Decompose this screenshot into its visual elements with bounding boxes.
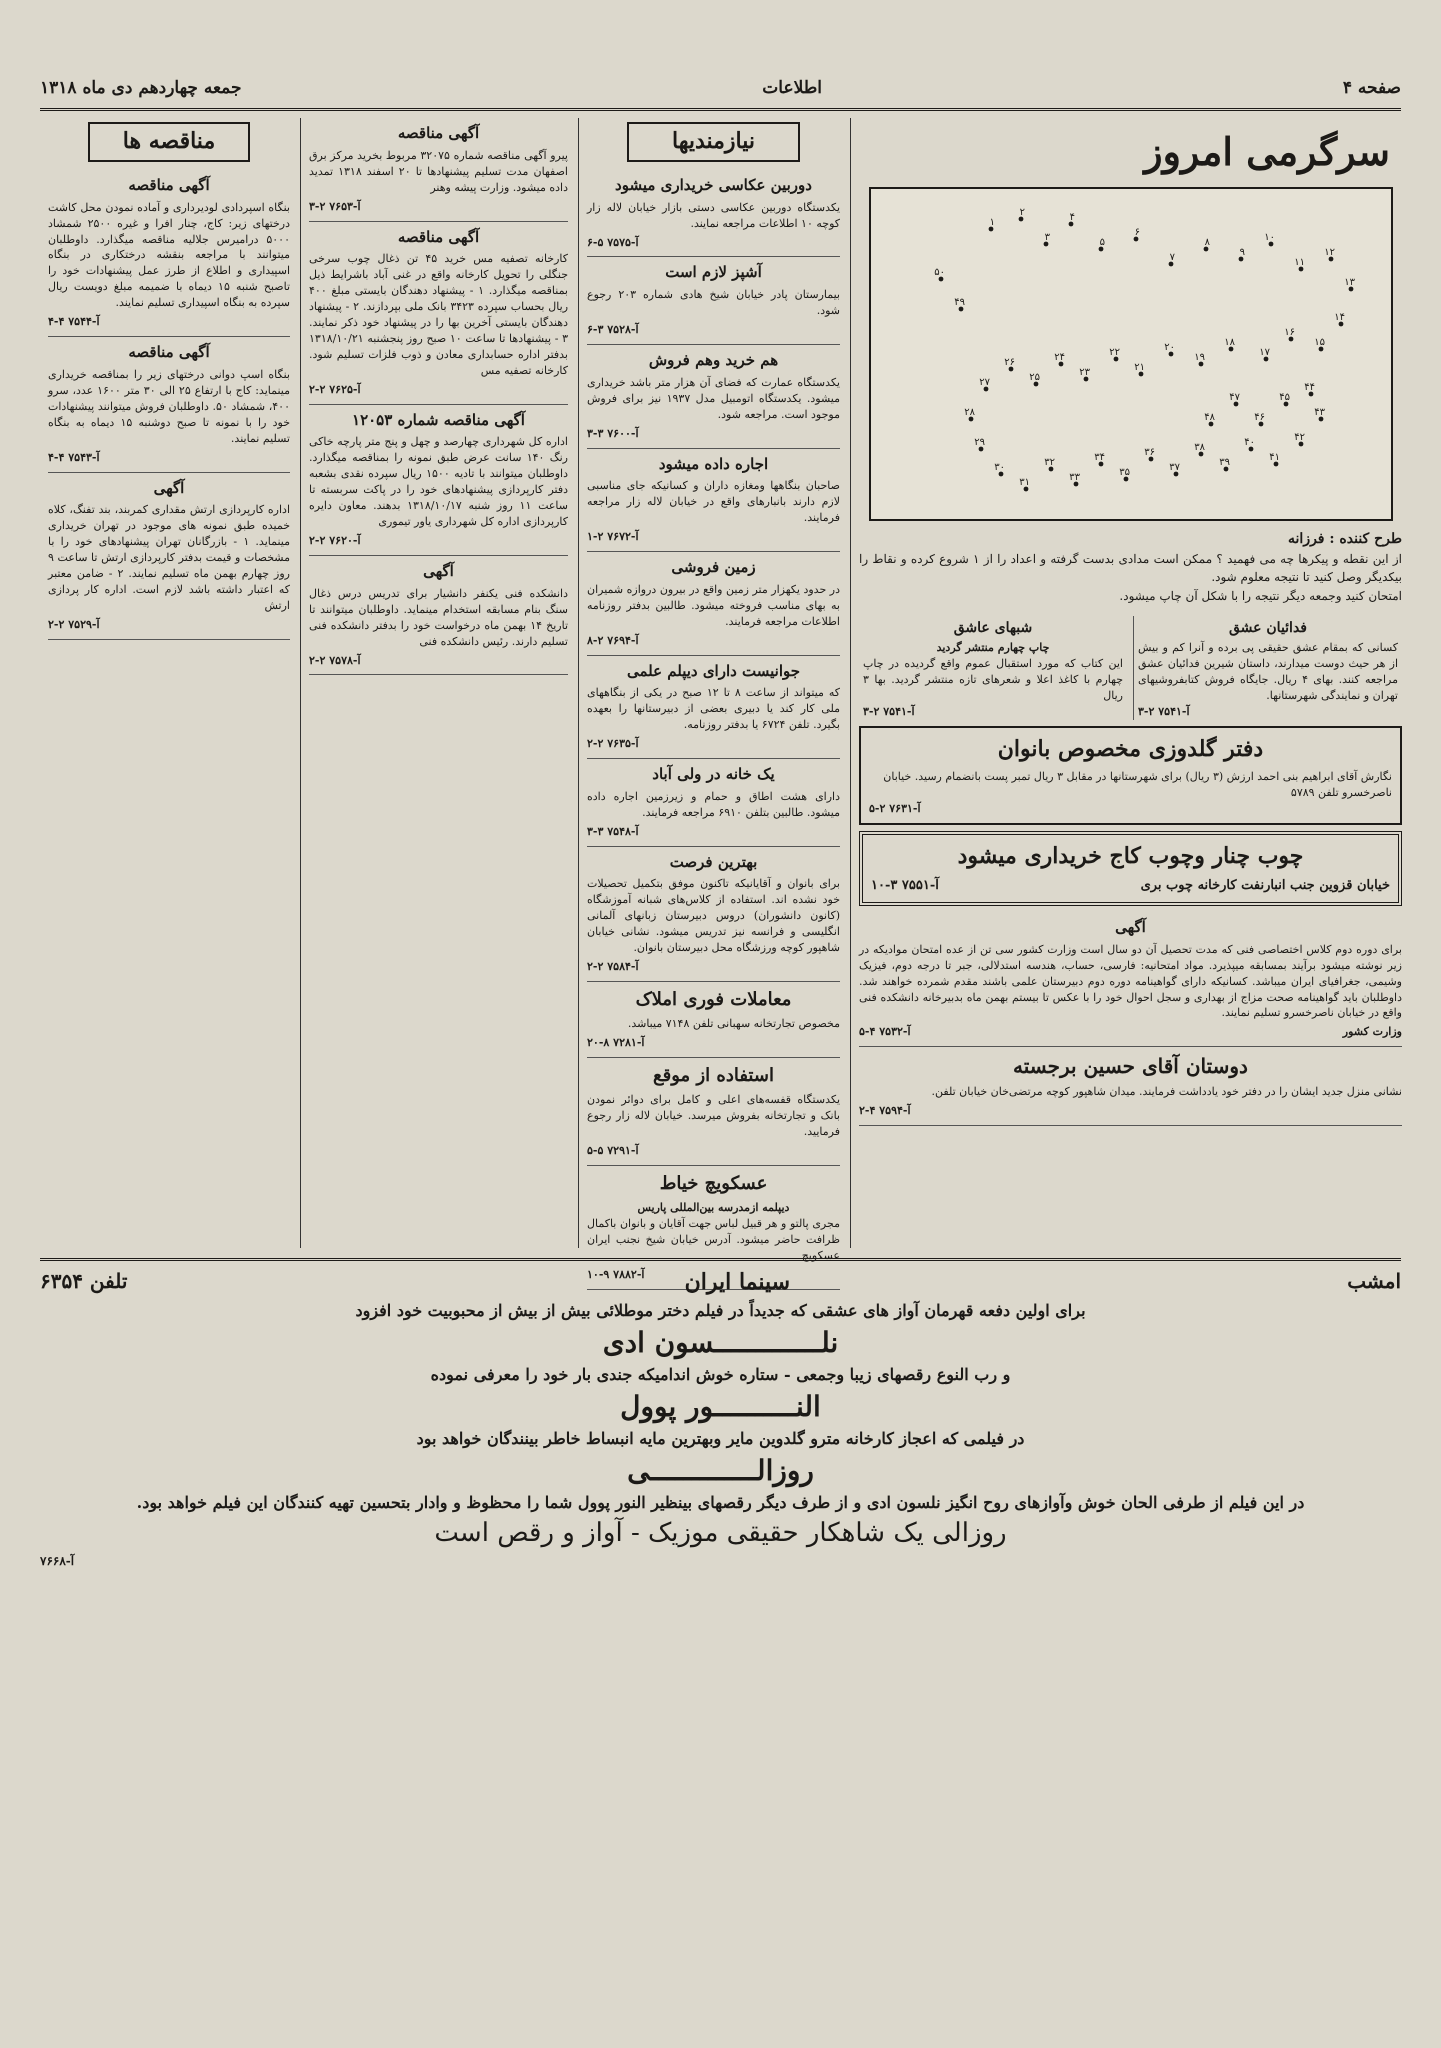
cinema-phone: تلفن ۶۳۵۴ — [40, 1269, 128, 1293]
cinema-tonight: امشب — [1347, 1269, 1401, 1293]
classified-ad — [587, 170, 840, 258]
cinema-star-1: نلـــــــــــــسون ادی — [602, 1326, 839, 1359]
classified-ad-title: هم خرید وهم فروش — [648, 351, 779, 370]
classified-ad-title: زمین فروشی — [671, 558, 756, 577]
classified-ad — [587, 449, 840, 553]
employment-ref: آ-۷۲۹۱ ۵-۵ — [587, 1143, 639, 1157]
tenders-column-1 — [40, 118, 298, 1248]
classified-ad-text: بیمارستان پادر خیابان شیخ هادی شماره ۲۰۳ رجوع شود. — [587, 288, 840, 318]
puzzle-dot-number: ۱۳ — [1343, 277, 1355, 289]
cinema-line-2: و رب النوع رقصهای زیبا وجمعی - ستاره خوش اندامیکه جندی بار خود را معرفی نموده — [430, 1365, 1011, 1384]
tender-ad-text: اداره کل شهرداری چهارصد و چهل و پنج متر پارچه خاکی رنگ ۱۴۰ سانت عرض طبق نمونه را بمناقصه میگذارد. داوطلبان میتوانند با تادیه ۱۵۰۰ ریال سپرده نقدی بشعبه دفتر کارپردازی پیشنهادهای خود را در پاکت سربسته تا ساعت ۱۱ روز شنبه ۱۳۱۸/۱۰/۱۷ بدهند. معاون دایره کارپردازی اداره کل شهرداری یاور تیموری — [309, 435, 568, 529]
tender-ad-text: اداره کارپردازی ارتش مقداری کمربند، بند تفنگ، کلاه خمیده طبق نمونه های موجود در تهران خریداری مینماید. ۱ - بازرگانان تهران پیشنهادهای خود را با مشخصات و قیمت بدفتر کارپردازی ارتش تا ساعت ۹ روز چهارم بهمن ماه تسلیم نمایند. ۲ - ضامن معتبر که اعتبار داشته باشد لازم است. اداره کار پردازی ارتش — [48, 503, 291, 612]
tenders-column-2 — [300, 118, 576, 1248]
classified-ad-text: یکدستگاه عمارت که فضای آن هزار متر باشد خریداری میشود. یکدستگاه اتومبیل مدل ۱۹۳۷ نیز برای فروش موجود است. مراجعه شود. — [587, 375, 840, 421]
puzzle-title: سرگرمی امروز — [1144, 129, 1390, 174]
puzzle-dot-number: ۲۰ — [1163, 342, 1175, 354]
puzzle-dot-number: ۱۲ — [1323, 247, 1335, 259]
embroidery-ref: آ-۷۶۳۱ ۲-۵ — [869, 802, 921, 816]
fadaian-ref: آ-۷۵۴۱ ۲-۳ — [1138, 704, 1190, 718]
cinema-star-2: النــــــــــور پوول — [620, 1390, 821, 1423]
classified-ad-text: دارای هشت اطاق و حمام و زیرزمین اجاره داده میشود. طالبین بتلفن ۶۹۱۰ مراجعه فرمایند. — [587, 789, 840, 819]
tender-ad-ref: آ-۷۶۲۰ ۲-۲ — [309, 534, 361, 548]
puzzle-dot-number: ۳۶ — [1143, 447, 1155, 459]
puzzle-dot-number: ۴۷ — [1228, 392, 1240, 404]
puzzle-dot-number: ۴۵ — [1278, 392, 1290, 404]
friends-ref: آ-۷۵۹۴ ۴-۲ — [859, 1104, 911, 1118]
embroidery-title: دفتر گلدوزی مخصوص بانوان — [997, 735, 1264, 762]
classified-ad-ref: آ-۷۵۷۵ ۵-۶ — [587, 235, 639, 249]
friends-title: دوستان آقای حسین برجسته — [1013, 1054, 1248, 1079]
shabha-ref: آ-۷۵۴۱ ۲-۳ — [863, 704, 915, 718]
school-notice-text: برای دوره دوم کلاس اختصاصی فنی که مدت تحصیل آن دو سال است وزارت کشور سی تن از عده امتحان موادیکه در زیر نوشته میشود برآیند بمسابقه میپذیرد. مواد امتحانیه: فارسی، حساب، هندسه استدلالی، جبر تا درجه دوم، فیزیک وشیمی، جغرافیای ایران میباشد. کسانیکه دارای گواهینامه دوره دوم دبیرستان علمی باشند مقدم شمرده خواهند شد. داوطلبان باید گواهینامه صحت مزاج از بهداری و سجل احوال خود را با عکس تا بیستم بهمن ماه بدبیرخانه دانشکده فنی واقع در خیابان ناصرخسرو تسلیم نمایند. — [859, 942, 1402, 1020]
puzzle-dot-number: ۲۲ — [1108, 347, 1120, 359]
classified-ad — [587, 552, 840, 656]
shabha-ad — [859, 616, 1127, 720]
puzzle-dot-number: ۲۷ — [978, 377, 990, 389]
classified-ad-ref: آ-۷۶۳۵ ۲-۲ — [587, 737, 639, 751]
puzzle-dot-number: ۲۱ — [1133, 362, 1145, 374]
puzzle-dot-number: ۱۸ — [1223, 337, 1235, 349]
classified-ad-text: یکدستگاه دوربین عکاسی دستی بازار خیابان لاله زار کوچه ۱۰ اطلاعات مراجعه نمایند. — [587, 200, 840, 230]
classified-ad-ref: آ-۷۶۹۴ ۲-۸ — [587, 633, 639, 647]
puzzle-dot-number: ۴۲ — [1293, 432, 1305, 444]
puzzle-dot-number: ۴۴ — [1303, 382, 1315, 394]
tailor-ref: آ-۷۸۸۲ ۹-۱۰ — [587, 1267, 645, 1281]
wood-ad — [859, 831, 1402, 906]
school-notice-signature: وزارت کشور — [1342, 1025, 1402, 1039]
puzzle-dot-number: ۱۹ — [1193, 352, 1205, 364]
friends-ad — [859, 1047, 1402, 1126]
puzzle-dot-number: ۲۸ — [963, 407, 975, 419]
classified-ad — [587, 257, 840, 345]
classified-ad-title: بهترین فرصت — [669, 852, 758, 871]
shabha-sub: چاپ چهارم منتشر گردید — [936, 640, 1050, 654]
puzzle-dot-number: ۲۹ — [973, 437, 985, 449]
embroidery-text: نگارش آقای ابراهیم بنی احمد ارزش (۳ ریال) برای شهرستانها در مقابل ۳ ریال تمبر پست بانضمام رسید. خیابان ناصرخسرو تلفن ۵۷۸۹ — [883, 770, 1392, 800]
puzzle-dot-number: ۸ — [1204, 237, 1210, 249]
embroidery-ad — [859, 726, 1402, 826]
puzzle-dot-number: ۳۲ — [1043, 457, 1055, 469]
tender-ad-text: کارخانه تصفیه مس خرید ۴۵ تن ذغال چوب سرخی جنگلی را تحویل کارخانه واقع در غنی آباد باشرایط ذیل بمناقصه میگذارد. ۱ - پیشنهاد دهندگان بایستی مبلغ ۴۰۰ ریال بحساب سپرده ۳۴۲۳ بانک ملی بپردازند. ۲ - پیشنهاد دهندگان بایستی آخرین بها را در پیشنهاد خود ذکر نمایند. ۳ - پیشنهادها تا ساعت ۱۰ صبح روز پنجشنبه ۱۳۱۸/۱۰/۲۱ بدفتر اداره حسابداری معادن و ذوب فلزات تسلیم شود. کارخانه تصفیه مس — [309, 252, 568, 377]
classifieds-column — [578, 118, 848, 1281]
puzzle-dot-number: ۵ — [1099, 237, 1105, 249]
tender-ad-ref: آ-۷۵۲۹ ۲-۲ — [48, 617, 100, 631]
shabha-title: شبهای عاشق — [953, 619, 1033, 636]
cinema-line-4: در این فیلم از طرفی الحان خوش وآوازهای روح انگیز نلسون ادی و از طرف دیگر رقصهای بینظیر النور پوول شما را محظوظ و وادار بتحسین تهیه کنندگان این فیلم خواهد بود. — [136, 1493, 1305, 1512]
puzzle-dot-number: ۴۸ — [1203, 412, 1215, 424]
realestate-text: مخصوص تجارتخانه سهبانی تلفن ۷۱۴۸ میباشد. — [627, 1017, 840, 1031]
classified-ad — [587, 759, 840, 847]
tender-ad — [48, 473, 290, 640]
tender-ad-title: آگهی مناقصه — [397, 227, 480, 246]
puzzle-dot-number: ۳۹ — [1218, 457, 1230, 469]
tender-ad-title: آگهی — [153, 478, 185, 497]
puzzle-dot-number: ۹ — [1239, 247, 1245, 259]
shabha-text: این کتاب که مورد استقبال عموم واقع گردیده در چاپ چهارم با کاغذ اعلا و شعرهای تازه منتشر گردید. بها ۳ ریال — [863, 656, 1123, 702]
school-notice-title: آگهی — [1115, 917, 1146, 936]
cinema-ad — [40, 1258, 1401, 2018]
tender-ad-ref: آ-۷۵۴۳ ۴-۴ — [48, 450, 100, 464]
cinema-name: سینما ایران — [684, 1269, 791, 1295]
puzzle-dot-number: ۲۳ — [1078, 367, 1090, 379]
puzzle-dot-number: ۲۶ — [1003, 357, 1015, 369]
wood-address: خیابان قزوین جنب انبارنفت کارخانه چوب بری — [1140, 878, 1390, 894]
fadaian-text: کسانی که بمقام عشق حقیقی پی برده و آنرا کم و بیش از هر حیث دوست میدارند، داستان شیرین فدائیان عشق مراجعه کنند. بهای ۴ ریال. جایگاه فروش کتابفروشیهای تهران و نمایندگی شهرستانها. — [1138, 640, 1398, 702]
puzzle-dot-number: ۵۰ — [933, 267, 945, 279]
realestate-ref: آ-۷۲۸۱ ۸-۲۰ — [587, 1035, 645, 1049]
employment-title: استفاده از موقع — [653, 1064, 774, 1086]
school-notice — [859, 912, 1402, 1047]
puzzle-dot-number: ۶ — [1134, 227, 1140, 239]
tender-ad-ref: آ-۷۶۲۵ ۲-۲ — [309, 382, 361, 396]
tender-ad-title: آگهی مناقصه شماره ۱۲۰۵۳ — [352, 410, 525, 429]
puzzle-dot-number: ۱۴ — [1333, 312, 1345, 324]
paper-name: اطلاعات — [762, 78, 823, 98]
dot-puzzle-figure — [871, 189, 1391, 519]
puzzle-dot-number: ۱۵ — [1313, 337, 1325, 349]
puzzle-dot-number: ۴۳ — [1313, 407, 1325, 419]
classified-ad-ref: آ-۷۵۲۸ ۳-۶ — [587, 323, 639, 337]
classified-ad-text: صاحبان بنگاهها ومغازه داران و کسانیکه جای مناسبی لازم دارند بانبارهای واقع در خیابان لاله زار مراجعه فرمایند. — [587, 479, 840, 525]
classified-ad-ref: آ-۷۶۰۰ ۳-۳ — [587, 426, 639, 440]
fadaian-title: فدائیان عشق — [1229, 619, 1307, 636]
classified-ad-text: که میتواند از ساعت ۸ تا ۱۲ صبح در یکی از بنگاههای ملی کار کند یا دبیری بعضی از دبیرستانها را بعهده بگیرد. تلفن ۶۷۲۴ یا بدفتر روزنامه. — [587, 686, 840, 732]
tender-ad — [48, 170, 290, 337]
puzzle-dot-number: ۷ — [1169, 252, 1175, 264]
puzzle-dot-number: ۴۹ — [953, 297, 965, 309]
tender-ad — [309, 556, 568, 675]
tender-ad — [309, 405, 568, 556]
classified-ad-text: برای بانوان و آقایانیکه تاکنون موفق بتکمیل تحصیلات خود نشده اند. استفاده از کلاس‌های شبانه آموزشگاه (کانون دانشوران) دروس دبیرستان زبانهای آلمانی انگلیسی و فرانسه نیز تدریس میشود. نشانی خیابان شاهپور کوچه ورزشگاه محل دبیرستان بانوان. — [587, 877, 840, 955]
tender-ad-text: بنگاه اسپ دوانی درختهای زیر را بمناقصه خریداری مینماید: کاج با ارتفاع ۲۵ الی ۳۰ متر ۱۶۰۰ عدد، سرو ۴۰۰، شمشاد ۵۰. داوطلبان فروش میتوانند پیشنهادات خود را با نمونه تا صبح دوشنبه ۱۵ دیماه به بنگاه تسلیم نمایند. — [48, 367, 290, 445]
puzzle-dot-number: ۳۴ — [1093, 452, 1105, 464]
tender-ad-text: دانشکده فنی یکنفر دانشیار برای تدریس درس ذغال سنگ بنام مسابقه استخدام مینماید. داوطلبان میتوانند تا تاریخ ۱۴ بهمن ماه درخواست خود را بدفتر دانشکده فنی تسلیم دارند. رئیس دانشکده فنی — [309, 586, 569, 648]
dot-puzzle — [869, 187, 1393, 521]
puzzle-dot-number: ۳۵ — [1118, 467, 1130, 479]
cinema-slogan: روزالی یک شاهکار حقیقی موزیک - آواز و رقص است — [434, 1518, 1007, 1548]
classified-ad-title: یک خانه در ولی آباد — [652, 765, 775, 784]
classified-ad — [587, 656, 840, 760]
classified-ad-ref: آ-۷۵۸۴ ۲-۲ — [587, 960, 639, 974]
fadaian-ad — [1133, 616, 1402, 720]
tender-ad-title: آگهی مناقصه — [397, 124, 480, 142]
puzzle-dot-number: ۳۰ — [993, 462, 1005, 474]
classifieds-title: نیازمندیها — [627, 122, 800, 162]
puzzle-dot-number: ۳۸ — [1193, 442, 1205, 454]
tender-ad — [48, 337, 290, 472]
puzzle-text-2: امتحان کنید وجمعه دیگر نتیجه را با شکل آن چاپ میشود. — [1119, 589, 1402, 604]
cinema-line-3: در فیلمی که اعجاز کارخانه مترو گلدوین مایر وبهترین مایه انبساط خاطر بینندگان خواهد بود — [416, 1429, 1025, 1448]
puzzle-dot-number: ۴۱ — [1268, 452, 1280, 464]
tender-ad — [309, 222, 568, 405]
cinema-line-1: برای اولین دفعه قهرمان آواز های عشقی که جدیداً در فیلم دختر موطلائی بیش از بیش از محبوبیت خود افزود — [355, 1301, 1086, 1320]
school-notice-ref: آ-۷۵۳۲ ۴-۵ — [859, 1025, 911, 1039]
cinema-code: آ-۷۶۶۸ — [40, 1554, 75, 1568]
tailor-title: عسکویچ خیاط — [659, 1172, 768, 1194]
tender-ad-title: آگهی مناقصه — [128, 175, 210, 194]
tailor-sub: دیپلمه ازمدرسه بین‌المللی پاریس — [637, 1200, 790, 1214]
employment-ad — [587, 1058, 840, 1166]
puzzle-dot-number: ۲۵ — [1028, 372, 1040, 384]
classified-ad-title: آشپز لازم است — [665, 263, 762, 282]
tender-ad-ref: آ-۷۶۵۳ ۲-۳ — [309, 199, 361, 213]
classified-ad — [587, 345, 840, 449]
tender-ad-ref: آ-۷۵۷۸ ۲-۲ — [309, 653, 361, 667]
puzzle-dot-number: ۱۰ — [1263, 232, 1275, 244]
wood-ref: آ-۷۵۵۱ ۳-۱۰ — [871, 878, 939, 894]
puzzle-dot-number: ۲ — [1019, 207, 1025, 219]
classified-ad — [587, 847, 840, 982]
employment-text: یکدستگاه قفسه‌های اعلی و کامل برای دوائر نمودن بانک و تجارتخانه بفروش میرسد. خیابان لاله زار رجوع فرمایید. — [587, 1093, 840, 1138]
realestate-ad — [587, 982, 840, 1058]
classified-ad-title: اجاره داده میشود — [658, 454, 769, 473]
puzzle-designer: طرح کننده : فرزانه — [1288, 531, 1402, 548]
puzzle-dot-number: ۳۱ — [1018, 477, 1030, 489]
realestate-title: معاملات فوری املاک — [635, 988, 792, 1010]
puzzle-column — [850, 118, 1410, 1248]
friends-text: نشانی منزل جدید ایشان را در دفتر خود یادداشت فرمایند. میدان شاهپور کوچه مرتضی‌خان خیابان تلفن. — [931, 1085, 1402, 1099]
puzzle-dot-number: ۲۴ — [1053, 352, 1065, 364]
wood-title: چوب چنار وچوب کاج خریداری میشود — [957, 843, 1304, 870]
tailor-text: مجری پالتو و هر قبیل لباس جهت آقایان و بانوان باکمال ظرافت حاضر میشود. آدرس خیابان شیخ نجنب ایران عسکویچ — [587, 1216, 840, 1262]
tender-ad-ref: آ-۷۵۴۴ ۴-۴ — [48, 315, 100, 329]
classified-ad-text: در حدود یکهزار متر زمین واقع در بیرون دروازه شمیران به بهای مناسب فروخته میشود. طالبین بدفتر روزنامه اطلاعات مراجعه فرمایند. — [587, 582, 840, 628]
classifieds-list — [587, 170, 840, 982]
puzzle-dot-number: ۱۱ — [1293, 257, 1305, 269]
tenders-section-title: مناقصه ها — [88, 122, 250, 162]
page-number: صفحه ۴ — [1342, 78, 1401, 98]
puzzle-dot-number: ۳ — [1044, 232, 1050, 244]
tender-ad-text: پیرو آگهی مناقصه شماره ۳۲۰۷۵ مربوط بخرید مرکز برق اصفهان مدت تسلیم پیشنهادها تا ۲۰ اسفند ۱۳۱۸ تمدید داده میشود. وزارت پیشه وهنر — [309, 148, 568, 194]
tenders-list-2 — [309, 118, 568, 675]
tender-ad — [309, 118, 568, 222]
tender-ad-title: آگهی — [423, 562, 454, 580]
puzzle-dot-number: ۱۷ — [1258, 347, 1270, 359]
puzzle-dot-number: ۴۰ — [1243, 437, 1255, 449]
classified-ad-title: جوانیست دارای دیپلم علمی — [626, 661, 801, 680]
book-ads-row — [859, 616, 1402, 720]
cinema-film: روزالـــــــــــــی — [627, 1454, 814, 1487]
puzzle-dot-number: ۴ — [1069, 212, 1075, 224]
tender-ad-title: آگهی مناقصه — [128, 343, 210, 362]
classified-ad-ref: آ-۷۵۴۸ ۳-۳ — [587, 824, 639, 838]
issue-date: جمعه چهاردهم دی ماه ۱۳۱۸ — [40, 78, 242, 98]
puzzle-dot-number: ۱ — [989, 217, 995, 229]
puzzle-dot-number: ۳۷ — [1168, 462, 1180, 474]
masthead — [40, 68, 1401, 111]
classified-ad-title: دوربین عکاسی خریداری میشود — [615, 175, 812, 194]
tenders-list-1 — [48, 170, 290, 640]
puzzle-caption — [859, 529, 1402, 605]
puzzle-dot-number: ۴۶ — [1253, 412, 1265, 424]
puzzle-dot-number: ۳۳ — [1068, 472, 1080, 484]
tender-ad-text: بنگاه اسپردادی لودیرداری و آماده نمودن محل کاشت درختهای زیر: کاج، چنار افرا و غیره ۲۵۰۰ شمشاد ۵۰۰۰ درامیرس جلالیه مناقصه میگذارد. داوطلبان میتوانند با مراجعه بنقشه درختکاری در بنگاه اسپیداری و اطلاع از طرز عمل پیشنهادات خود را تاصبح شنبه ۱۵ دیماه با ضمیمه مبلغ دویست ریال سپرده به بنگاه اسپیداری تسلیم نمایند. — [48, 200, 291, 310]
puzzle-dot-number: ۱۶ — [1283, 327, 1295, 339]
puzzle-text-1: از این نقطه و پیکرها چه می فهمید ؟ ممکن است مدادی بدست گرفته و اعداد را از ۱ شروع کرده و نقاط را بیکدیگر وصل کنید تا نتیجه معلوم شود. — [859, 552, 1402, 584]
classified-ad-ref: آ-۷۶۷۲ ۲-۱ — [587, 530, 639, 544]
